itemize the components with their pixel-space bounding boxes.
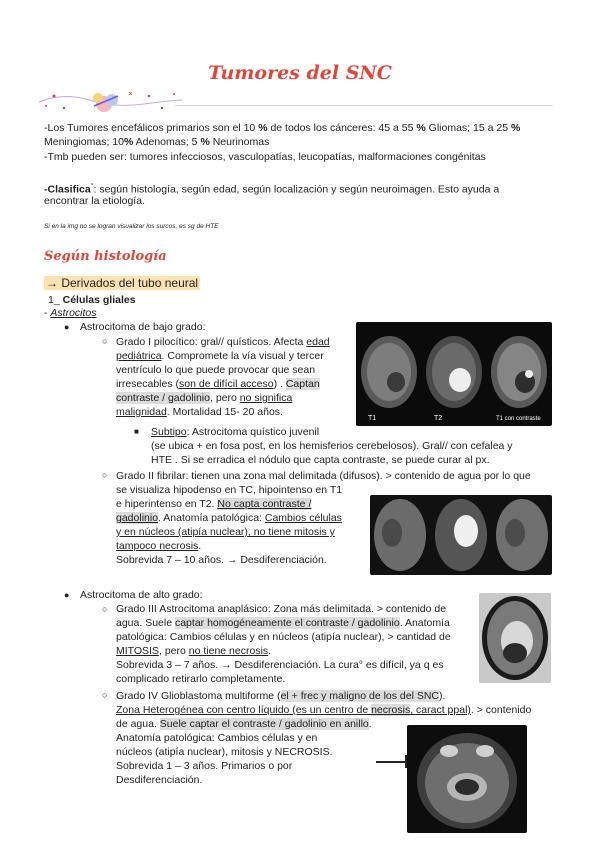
title-divider [175,105,553,106]
bullet-dot: ● [64,322,70,332]
celulas-gliales-heading: 1_ Células gliales [48,294,136,306]
arrow-right-icon [375,752,411,770]
mri-t1-t2-contrast-image [356,322,552,426]
grado-3-text: Grado III Astrocitoma anaplásico: Zona más delimitada. > contenido de agua. Suele captar homogéneamente el contraste / gadolinio. Anatomía patológica: Cambios células y en núcleos (atipía nuclear), > cantidad de MITOSIS, pero no tiene necrosis. Sobrevida 3 – 7 años. → Desdiferenciación. La cura° es difícil, ya q es complicado retirarlo completamente. [116,603,451,685]
astrocitos-heading: - Astrocitos [44,307,97,319]
note-text: Si en la img no se logran visualizar los surcos, es sg de HTE [44,223,219,230]
section-heading-histologia: Según histología [44,249,167,264]
astrocitoma-alto-grado-label: Astrocitoma de alto grado: [80,589,203,601]
clasifica-line-1: -Clasifica°: según histología, según edad, según localización y según neuroimagen. Esto ayuda a [44,183,500,196]
clasifica-line-2: encontrar la etiología. [44,195,145,207]
decorative-doodle [34,82,184,122]
page-title: Tumores del SNC [208,62,392,84]
intro-line-3: -Tmb pueden ser: tumores infecciosos, vasculopatías, leucopatías, malformaciones congénitas [44,151,486,163]
derivados-heading: → Derivados del tubo neural [46,276,199,290]
grado-1-text: Grado I pilocítico: gral// quísticos. Afecta edad pediátrica. Compromete la vía visual y tercer ventrículo lo que puede provocar que sean irresecables (son de difícil acceso) . Captan contraste / gadolinio, pero no significa malignidad. Mortalidad 15- 20 años. [116,336,330,418]
mri-label-t1-contrast: T1 con contraste [496,416,541,422]
grado-2-text: Grado II fibrilar: tienen una zona mal delimitada (difusos). > contenido de agua por lo que se visualiza hipodenso en TC, hipointenso en T1 e hiperintenso en T2. No capta contraste / gadolinio. Anatomía patológica: Cambios células y en núcleos (atipía nuclear), no tiene mitosis y tampoco necrosis. Sobrevida 7 – 10 años. → Desdiferenciación. [116,470,531,566]
mri-label-t1: T1 [368,415,377,422]
bullet-circle: ○ [102,470,108,480]
ct-grado-3-image [479,593,551,683]
bullet-square: ■ [134,427,139,436]
intro-line-1: -Los Tumores encefálicos primarios son el 10 % de todos los cánceres: 45 a 55 % Gliomas; 15 a 25 % [44,122,521,134]
mri-label-t2: T2 [434,415,443,422]
bullet-dot: ● [64,590,70,600]
bullet-circle: ○ [102,604,108,614]
mri-grado-2-image [370,495,552,575]
mri-grado-4-image [407,725,527,833]
bullet-circle: ○ [102,336,108,346]
intro-line-2: Meningiomas; 10% Adenomas; 5 % Neurinomas [44,136,270,148]
grado-4-text: Grado IV Glioblastoma multiforme (el + frec y maligno de los del SNC). Zona Heterogénea con centro líquido (es un centro de necrosis, caract ppal). > contenido de agua. Suele captar el contraste / gadolinio en anillo. Anatomía patológica: Cambios células y en núcleos (atipía nuclear), mitosis y NECROSIS. Sobrevida 1 – 3 años. Primarios o por Desdiferenciación. [116,690,532,786]
bullet-circle: ○ [102,690,108,700]
astrocitoma-bajo-grado-label: Astrocitoma de bajo grado: [80,321,206,333]
subtipo-text: Subtipo: Astrocitoma quístico juvenil (se ubica + en fosa post, en los hemisferios cerebelosos). Gral// con cefalea y HTE . Si se erradica el nódulo que capta contraste, se puede curar al px. [151,426,513,466]
